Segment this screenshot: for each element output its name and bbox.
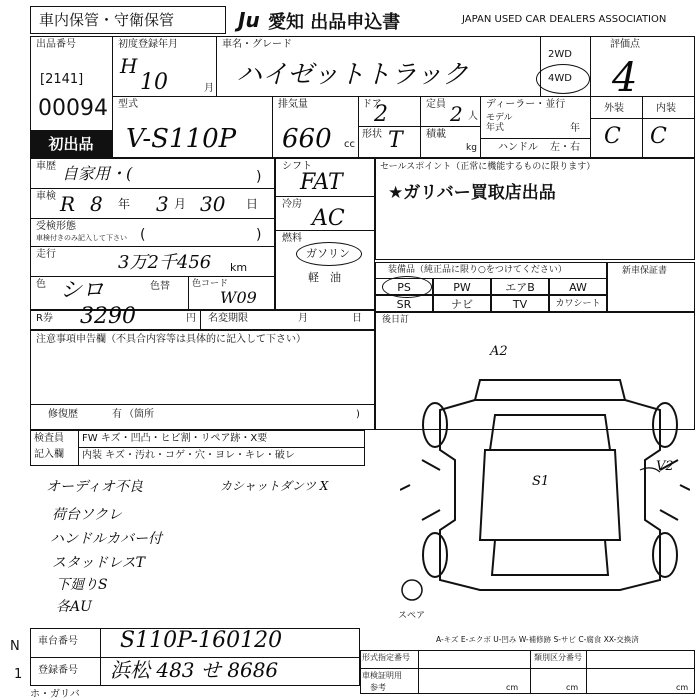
shift-label: シフト — [282, 161, 312, 172]
load-label: 積載 — [426, 129, 446, 140]
lot-number: 00094 — [38, 96, 108, 121]
inspector-label: 検査員 — [34, 433, 64, 444]
drive-2wd: 2WD — [548, 49, 572, 60]
recycle-label: R券 — [36, 313, 53, 324]
inspector-note-3: ハンドルカバー付 — [50, 531, 162, 547]
ju-logo: Ju — [238, 8, 260, 32]
notes-label: 注意事項申告欄（不具合内容等は具体的に記入して下さい） — [36, 334, 306, 345]
doors-label: ドア — [362, 99, 382, 110]
spare-label: スペア — [398, 611, 426, 621]
first-reg-label: 初度登録年月 — [118, 39, 178, 50]
rating-value: 4 — [612, 55, 638, 101]
first-reg-year: 10 — [140, 70, 168, 95]
rating-label: 評価点 — [610, 39, 640, 50]
cm-unit-2: cm — [566, 683, 579, 692]
displacement-value: 660 — [282, 124, 332, 154]
hood-shape — [490, 415, 610, 450]
association-name: JAPAN USED CAR DEALERS ASSOCIATION — [462, 14, 667, 25]
capacity-value: 2 — [450, 102, 463, 126]
equipment-ps-circle — [382, 276, 432, 298]
color-code-label: 色コード — [192, 279, 229, 289]
car-name-label: 車名・グレード — [222, 39, 292, 50]
lot-bracket-code: [2141] — [40, 72, 84, 87]
interior-value: C — [650, 124, 667, 149]
first-listing-badge: 初出品 — [30, 130, 112, 158]
damage-legend: A-キズ E-エクボ U-凹み W-補修跡 S-サビ C-腐食 XX-交換済 — [436, 635, 639, 644]
chassis-value: S110P-160120 — [120, 628, 283, 653]
fuel-diesel: 軽 油 — [308, 271, 341, 284]
test-form-paren-open: ( — [140, 227, 146, 243]
interior-label: 内装 — [656, 103, 676, 114]
inspector-notes — [30, 466, 375, 620]
cc-unit: cc — [344, 139, 355, 150]
side-mark-1: 1 — [14, 667, 23, 682]
wheel-rear-left — [423, 533, 447, 577]
handle-options: 左・右 — [550, 142, 580, 153]
equipment-item: AW — [549, 278, 607, 295]
class-number-label: 類別区分番号 — [534, 653, 582, 662]
exterior-value: C — [604, 124, 621, 149]
sales-point-block — [375, 158, 695, 260]
inspector-note-5: 下廻りS — [56, 577, 108, 593]
sales-point-label: セールスポイント（正常に機能するものに限ります） — [380, 162, 596, 172]
diagram-mark-roof: S1 — [532, 474, 550, 489]
inspector-row1: FW キズ・凹凸・ヒビ割・リペア跡・X要 — [82, 433, 268, 444]
cooling-label: 冷房 — [282, 199, 302, 210]
recycle-unit: 円 — [186, 313, 196, 324]
notes-block — [30, 330, 375, 430]
sales-point-value: ★ガリバー買取店出品 — [388, 183, 556, 203]
drive-4wd: 4WD — [548, 73, 572, 84]
body-outline — [440, 400, 660, 590]
exterior-label: 外装 — [604, 103, 624, 114]
mileage-unit: km — [230, 261, 248, 274]
equipment-item: TV — [491, 295, 549, 312]
equipment-item: カワシート — [549, 295, 607, 312]
chassis-label: 車台番号 — [38, 636, 78, 647]
rear-shape — [492, 540, 608, 575]
model-year-label2: 年式 — [486, 123, 505, 133]
recycle-value: 3290 — [80, 304, 136, 329]
side-mark-n: N — [10, 639, 20, 654]
fuel-gas: ガソリン — [306, 247, 350, 260]
test-form-label: 受検形態 — [36, 221, 76, 232]
repair-part-close: ) — [356, 409, 360, 420]
diagram-mark-side: V2 — [656, 459, 674, 474]
mileage-value: 3万2千456 — [118, 252, 212, 273]
cm-unit-3: cm — [676, 683, 689, 692]
model-value: V-S110P — [126, 124, 237, 154]
capacity-label: 定員 — [426, 99, 446, 110]
model-label: 型式 — [118, 99, 138, 110]
equipment-item: ナビ — [433, 295, 491, 312]
drive-4wd-circle — [536, 64, 590, 94]
inspection-year-unit: 年 — [118, 197, 131, 211]
lot-label: 出品番号 — [36, 39, 76, 50]
inspection-year: 8 — [90, 192, 103, 216]
inspection-day: 30 — [200, 192, 226, 216]
diagram-mark-front: A2 — [490, 344, 508, 359]
inspection-month: 3 — [156, 192, 169, 216]
doors-value: 2 — [374, 102, 388, 127]
fuel-label: 燃料 — [282, 233, 302, 244]
form-number-label: 形式指定番号 — [362, 653, 410, 662]
equipment-label: 装備品（純正品に限り○をつけてください） — [388, 265, 567, 275]
test-form-paren-close: ) — [256, 227, 262, 243]
cm-unit-1: cm — [506, 683, 519, 692]
repair-history-value: 有 — [112, 409, 122, 420]
equipment-item: エアB — [491, 278, 549, 295]
cooling-value: AC — [312, 206, 345, 231]
equipment-item: PW — [433, 278, 491, 295]
wheel-front-left — [423, 403, 447, 447]
dealer-label: ディーラー・並行 — [486, 99, 566, 110]
equipment-item: PS — [375, 278, 433, 295]
cert-label: 車検証明用 — [362, 671, 402, 680]
storage-box — [30, 6, 226, 34]
inspector-note-2: 荷台ソクレ — [52, 507, 122, 523]
usage-label: 車歴 — [36, 161, 56, 172]
storage-label: 車内保管・守衛保管 — [39, 11, 175, 29]
equipment-item: SR — [375, 295, 433, 312]
cert-block — [360, 650, 695, 694]
side-mirror-lines — [422, 460, 678, 520]
form-title: 愛知 出品申込書 — [268, 12, 401, 33]
color-label: 色 — [36, 279, 46, 290]
mileage-label: 走行 — [36, 249, 56, 260]
color-value: シロ — [60, 278, 105, 303]
displacement-label: 排気量 — [278, 99, 308, 110]
handle-label: ハンドル — [498, 142, 538, 153]
ref-label: 参考 — [370, 683, 386, 692]
shift-value: FAT — [300, 170, 343, 195]
shape-label: 形状 — [362, 129, 382, 140]
inspection-label: 車検 — [36, 191, 56, 202]
inspection-day-unit: 日 — [246, 197, 259, 211]
inspector-note-right: カシャットダンツ X — [220, 479, 329, 493]
repair-part-label: （箇所 — [124, 409, 154, 420]
plate-value: 浜松 483 せ 8686 — [110, 658, 279, 682]
name-change-day: 日 — [352, 313, 362, 324]
model-year-unit: 年 — [570, 123, 580, 134]
inspector-note-1: オーディオ不良 — [46, 479, 143, 495]
usage-paren-close: ) — [256, 169, 262, 185]
color-code-value: W09 — [220, 288, 257, 307]
load-unit: kg — [466, 143, 477, 153]
warranty-label: 新車保証書 — [622, 266, 668, 276]
inspector-note-6: 各AU — [56, 599, 92, 615]
model-year-label: モデル — [486, 113, 513, 123]
color-change-label: 色替 — [150, 281, 170, 292]
repair-note-label: 後日訂 — [382, 315, 410, 325]
inspection-era: R — [60, 192, 76, 216]
usage-value: 自家用・( — [62, 164, 133, 183]
front-bumper-shape — [475, 380, 625, 400]
capacity-unit: 人 — [468, 111, 478, 122]
car-name-value: ハイゼットトラック — [236, 60, 469, 90]
inspector-note-4: スタッドレスT — [52, 555, 145, 571]
record-label: 記入欄 — [34, 449, 64, 460]
wheel-front-right — [653, 403, 677, 447]
inspection-month-unit: 月 — [174, 197, 187, 211]
test-form-note: 車検付きのみ記入して下さい — [36, 234, 127, 242]
wheel-rear-right — [653, 533, 677, 577]
first-reg-month-unit: 月 — [204, 83, 214, 94]
name-change-label: 名変期限 — [208, 313, 248, 324]
name-change-month: 月 — [298, 313, 308, 324]
spare-tire-icon — [402, 580, 422, 600]
footer-partial: ホ・ガリバ — [30, 689, 80, 700]
repair-history-label: 修復歴 — [48, 409, 78, 420]
first-reg-era: H — [120, 54, 138, 78]
inspector-row2: 内装 キズ・汚れ・コゲ・穴・ヨレ・キレ・破レ — [82, 450, 295, 461]
roof-shape — [480, 450, 620, 540]
shape-value: T — [388, 128, 403, 153]
plate-label: 登録番号 — [38, 665, 78, 676]
